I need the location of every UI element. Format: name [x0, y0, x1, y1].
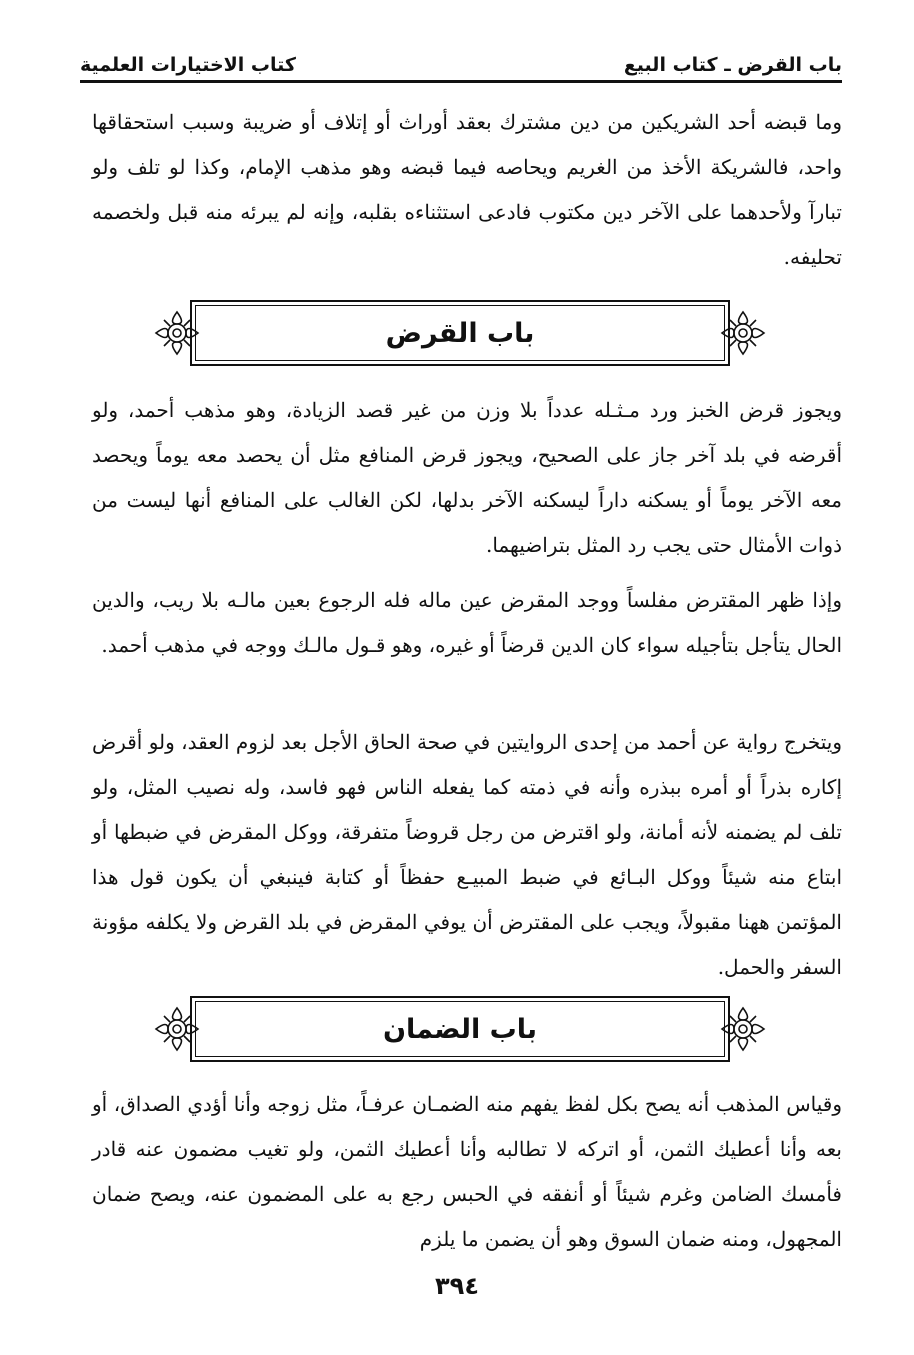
header-chapter-title: باب القرض ـ كتاب البيع	[623, 54, 842, 76]
heading-title: باب الضمان	[367, 1014, 553, 1045]
paragraph-2: ويجوز قرض الخبز ورد مـثـله عدداً بلا وزن من غير قصد الزيادة، وهو مذهب أحمد، ولو أقرضه في بلد آخر جاز على الصحيح، ويجوز قرض المنافع مثل أن يحصد معه يوماً ويحصد معه الآخر يوماً أو يسكنه داراً ليسكنه الآخر بدلها، لكن الغالب على المنافع أنها ليست من ذوات الأمثال حتى يجب رد المثل بتراضيهما.	[92, 398, 842, 557]
running-header	[80, 36, 842, 76]
paragraph-3: وإذا ظهر المقترض مفلساً ووجد المقرض عين ماله فله الرجوع بعين مالـه بلا ريب، والدين الحال يتأجل بتأجيله سواء كان الدين قرضاً أو غيره، وهو قـول مالـك ووجه في مذهب أحمد.	[92, 588, 842, 657]
paragraph-4: ويتخرج رواية عن أحمد من إحدى الروايتين في صحة الحاق الأجل بعد لزوم العقد، ولو أقرض إكاره بذراً أو أمره ببذره وأنه في ذمته كما يفعله الناس فهو فاسد، وله نصيب المثل، ولو تلف لم يضمنه لأنه أمانة، ولو اقترض من رجل قروضاً متفرقة، ووكل المقرض في ضبطها أو ابتاع منه شيئاً ووكل البـائع في ضبط المبيـع حفظاً أو كتابة فينبغي أن يكون قول هذا المؤتمن ههنا مقبولاً، ويجب على المقترض أن يوفي المقرض في بلد القرض ولا يكلفه مؤونة السفر والحمل.	[92, 730, 842, 979]
section-heading-qard	[152, 300, 768, 366]
paragraph-5: وقياس المذهب أنه يصح بكل لفظ يفهم منه الضمـان عرفـاً، مثل زوجه وأنا أؤدي الصداق، أو بعه وأنا أعطيك الثمن، أو اتركه لا تطالبه وأنا أعطيك الثمن، ولو تغيب مضمون عنه قادر فأمسك الضامن وغرم شيئاً أو أنفقه في الحبس رجع به على المضمون عنه، ويصح ضمان المجهول، ومنه ضمان السوق وهو أن يضمن ما يلزم	[92, 1092, 842, 1251]
ornament-icon	[152, 1004, 202, 1054]
header-divider	[80, 80, 842, 83]
page-number: ٣٩٤	[435, 1272, 479, 1300]
ornament-icon	[152, 308, 202, 358]
ornament-icon	[718, 308, 768, 358]
ornament-icon	[718, 1004, 768, 1054]
heading-title: باب القرض	[370, 318, 551, 349]
section-heading-daman	[152, 996, 768, 1062]
paragraph-1: وما قبضه أحد الشريكين من دين مشترك بعقد أوراث أو إتلاف أو ضريبة وسبب استحقاقها واحد، فالشريكة الأخذ من الغريم ويحاصه فيما قبضه وهو مذهب الإمام، وكذا لو تلف ولو تبارآ ولأحدهما على الآخر دين مكتوب فادعى استثناءه بقلبه، وإنه لم يبرئه منه قبل ولخصمه تحليفه.	[92, 110, 842, 269]
header-book-title: كتاب الاختيارات العلمية	[80, 54, 296, 76]
